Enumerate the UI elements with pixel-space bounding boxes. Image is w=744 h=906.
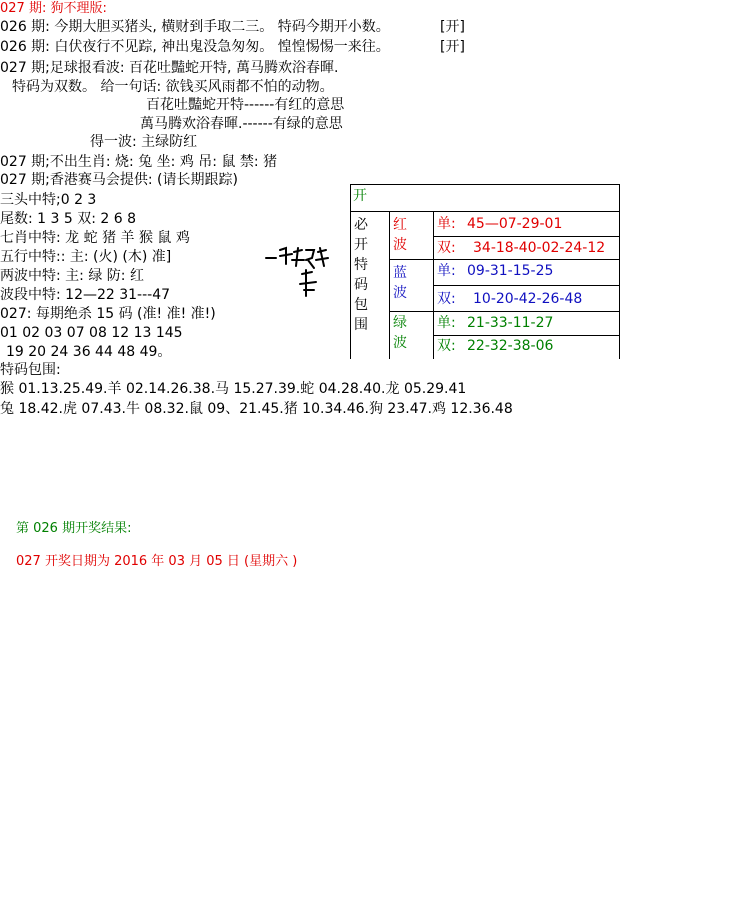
blue-single-codes: 09-31-15-25 [467, 263, 554, 279]
wave-special-line: 波段中特: 12—22 31---47 [0, 287, 171, 303]
red-single-codes: 45—07-29-01 [467, 216, 563, 232]
handwritten-stamp [262, 238, 332, 308]
period-label: 026 期: [0, 19, 50, 35]
green-double-codes: 22-32-38-06 [467, 338, 554, 354]
double-label: 双: [437, 240, 456, 256]
pack-line-2: 兔 18.42.虎 07.43.牛 08.32.鼠 09、21.45.猪 10.34.46.狗 23.47.鸡 12.36.48 [0, 401, 513, 417]
football-line: 027 期;足球报看波: 百花吐豔蛇开特, 萬马腾欢浴春暉. [0, 60, 339, 76]
pack-title: 特码包围: [0, 362, 61, 378]
status-badge: [开] [440, 39, 465, 55]
five-elements-line: 五行中特:: 主: (火) (木) 准] [0, 249, 172, 265]
blue-double-codes: 10-20-42-26-48 [473, 291, 583, 307]
single-label: 单: [437, 216, 456, 232]
three-heads-line: 三头中特;0 2 3 [0, 192, 97, 208]
draw-date: 027 开奖日期为 2016 年 03 月 05 日 (星期六 ) [16, 554, 298, 569]
page-title: 027 期: 狗不理版: [0, 1, 107, 16]
single-label: 单: [437, 263, 456, 279]
codes-line-2: 19 20 24 36 44 48 49。 [6, 344, 172, 360]
single-label: 单: [437, 315, 456, 331]
two-waves-line: 两波中特: 主: 绿 防: 红 [0, 268, 144, 284]
results-title: 第 026 期开奖结果: [16, 521, 132, 536]
wave-label-red: 红波 [393, 217, 407, 253]
line-text: 白伏夜行不见踪, 神出鬼没急匆匆。 惶惶惕惕一来往。 [54, 39, 390, 55]
line-026b [0, 38, 390, 56]
pack-line-1: 猴 01.13.25.49.羊 02.14.26.38.马 15.27.39.蛇 04.28.40.龙 05.29.41 [0, 381, 467, 397]
poem-line-1: 百花吐豔蛇开特------有红的意思 [146, 97, 345, 113]
line-026a [0, 18, 390, 36]
poem-line-2: 萬马腾欢浴春暉.------有绿的意思 [140, 116, 343, 132]
double-label: 双: [437, 338, 456, 354]
single-double-line: 特码为双数。 给一句话: 欲钱买风雨都不怕的动物。 [12, 79, 334, 95]
wave-line: 得一波: 主绿防红 [90, 134, 198, 150]
line-text: 今期大胆买猪头, 横财到手取二三。 特码今期开小数。 [54, 19, 390, 35]
fifteen-line: 027: 每期绝杀 15 码 (准! 准! 准!) [0, 306, 216, 322]
codes-line-1: 01 02 03 07 08 12 13 145 [0, 325, 183, 341]
seven-zodiac-line: 七肖中特: 龙 蛇 猪 羊 猴 鼠 鸡 [0, 230, 190, 246]
period-label: 026 期: [0, 39, 50, 55]
status-badge: [开] [440, 19, 465, 35]
special-code-table [350, 184, 620, 359]
wave-label-blue: 蓝波 [393, 265, 407, 301]
zodiac-line: 027 期;不出生肖: 烧: 兔 坐: 鸡 吊: 鼠 禁: 猪 [0, 154, 278, 170]
tail-line: 尾数: 1 3 5 双: 2 6 8 [0, 211, 137, 227]
provide-line: 027 期;香港赛马会提供: (请长期跟踪) [0, 172, 238, 188]
side-label: 必开特码包围 [354, 217, 368, 333]
red-double-codes: 34-18-40-02-24-12 [473, 240, 606, 256]
table-header: 开 [353, 188, 367, 204]
double-label: 双: [437, 291, 456, 307]
wave-label-green: 绿波 [393, 315, 407, 351]
green-single-codes: 21-33-11-27 [467, 315, 554, 331]
